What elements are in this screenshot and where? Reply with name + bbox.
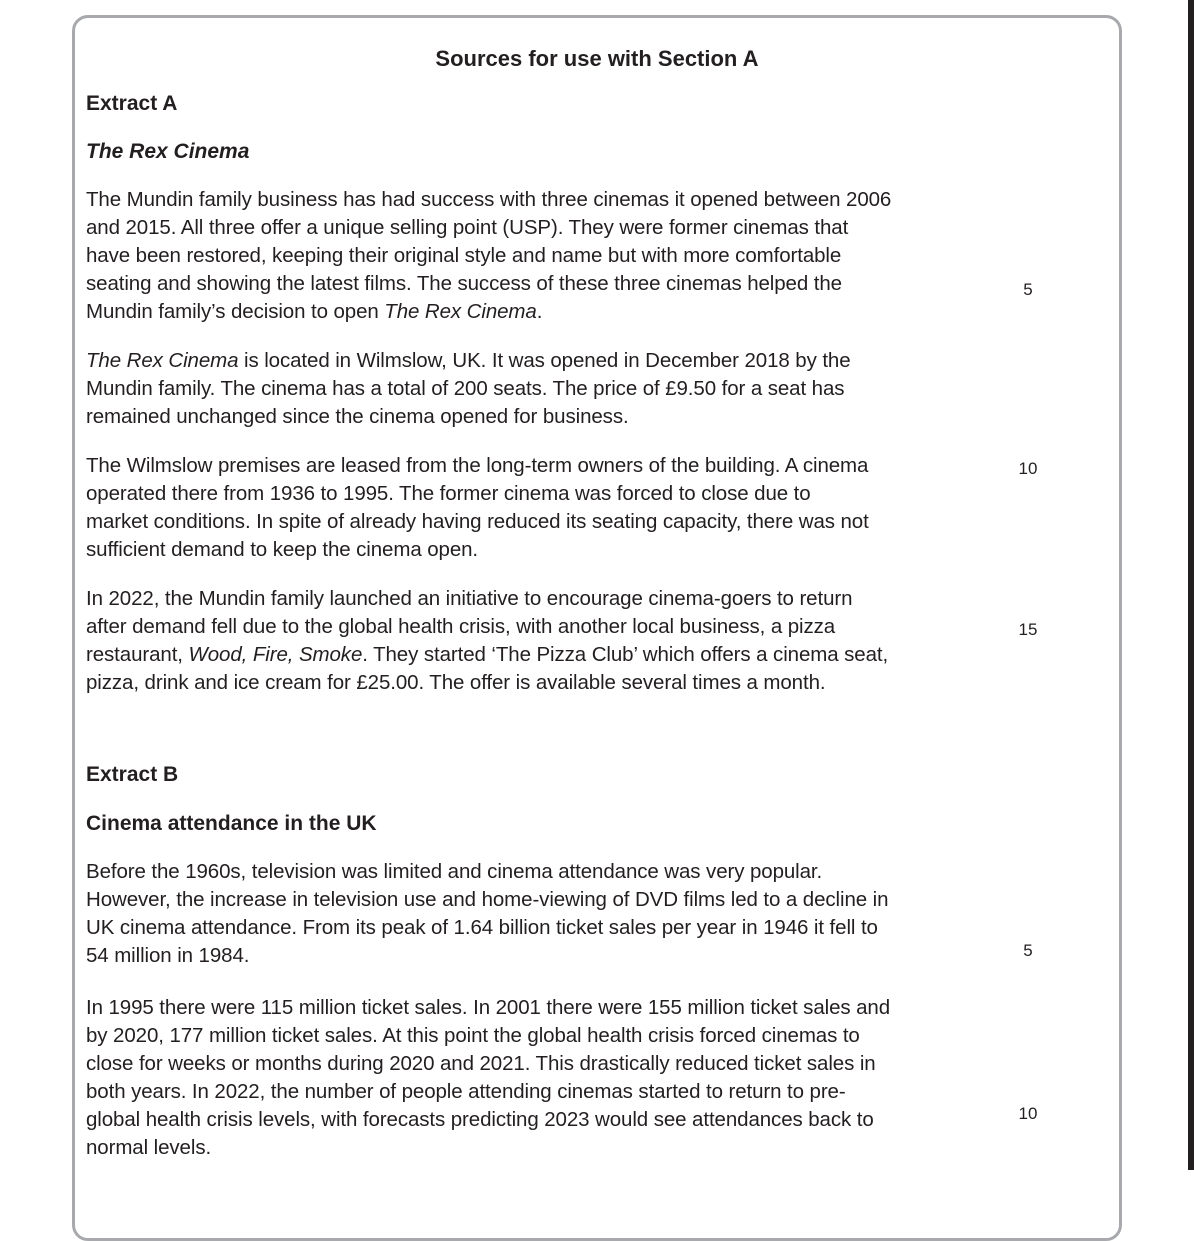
text-segment: after demand fell due to the global health crisis, with another local business, a pizza (86, 615, 836, 638)
text-segment: is located in Wilmslow, UK. It was opened in December 2018 by the (238, 349, 851, 372)
text-segment: close for weeks or months during 2020 and 2021. This drastically reduced ticket sales in (86, 1052, 876, 1075)
text-segment: The Mundin family business has had success with three cinemas it opened between 2006 (86, 188, 892, 211)
text-segment: have been restored, keeping their original style and name but with more comfortable (86, 244, 842, 267)
text-line (86, 347, 1026, 375)
line-number: 15 (1018, 620, 1038, 639)
paragraph (86, 858, 1026, 970)
italic-text: The Rex Cinema (86, 349, 239, 372)
text-line (86, 641, 1026, 669)
line-number: 10 (1018, 459, 1038, 478)
page-edge-bar (1188, 0, 1194, 1170)
extract-a-subheading: The Rex Cinema (86, 140, 250, 163)
text-line (86, 270, 1026, 298)
paragraph (86, 994, 1026, 1162)
text-line (86, 914, 1026, 942)
paragraph (86, 452, 1026, 564)
text-segment: normal levels. (86, 1136, 212, 1159)
text-segment: Mundin family’s decision to open (86, 300, 385, 323)
text-line (86, 536, 1026, 564)
text-line (86, 403, 1026, 431)
text-line (86, 994, 1026, 1022)
text-line (86, 214, 1026, 242)
line-number: 10 (1018, 1104, 1038, 1123)
text-line (86, 186, 1026, 214)
text-segment: market conditions. In spite of already having reduced its seating capacity, there was not (86, 510, 869, 533)
text-line (86, 1106, 1026, 1134)
text-line (86, 613, 1026, 641)
text-line (86, 1050, 1026, 1078)
line-number: 5 (1023, 941, 1033, 960)
text-segment: by 2020, 177 million ticket sales. At this point the global health crisis forced cinemas to (86, 1024, 860, 1047)
paragraph (86, 186, 1026, 326)
text-line (86, 1022, 1026, 1050)
text-segment: and 2015. All three offer a unique selling point (USP). They were former cinemas that (86, 216, 849, 239)
page-title: Sources for use with Section A (435, 46, 759, 71)
text-segment: operated there from 1936 to 1995. The former cinema was forced to close due to (86, 482, 811, 505)
paragraph (86, 347, 1026, 431)
text-segment: 54 million in 1984. (86, 944, 250, 967)
text-line (86, 508, 1026, 536)
text-segment: pizza, drink and ice cream for £25.00. The offer is available several times a month. (86, 671, 826, 694)
line-number: 5 (1023, 280, 1033, 299)
text-line (86, 452, 1026, 480)
text-line (86, 1078, 1026, 1106)
extract-a-heading: Extract A (86, 92, 178, 115)
text-line (86, 480, 1026, 508)
text-segment: . They started ‘The Pizza Club’ which offers a cinema seat, (362, 643, 889, 666)
extract-a-paragraphs (86, 186, 1026, 718)
text-segment: The Wilmslow premises are leased from the long-term owners of the building. A cinema (86, 454, 869, 477)
text-segment: Before the 1960s, television was limited and cinema attendance was very popular. (86, 860, 823, 883)
text-segment: both years. In 2022, the number of people attending cinemas started to return to pre- (86, 1080, 846, 1103)
text-segment: . (536, 300, 543, 323)
extract-b-heading: Extract B (86, 763, 179, 786)
paragraph (86, 585, 1026, 697)
text-line (86, 375, 1026, 403)
extract-b-paragraphs (86, 858, 1026, 1186)
text-segment: Mundin family. The cinema has a total of 200 seats. The price of £9.50 for a seat has (86, 377, 845, 400)
text-line (86, 585, 1026, 613)
text-line (86, 298, 1026, 326)
text-segment: seating and showing the latest films. The success of these three cinemas helped the (86, 272, 842, 295)
text-segment: UK cinema attendance. From its peak of 1.64 billion ticket sales per year in 1946 it fell to (86, 916, 878, 939)
text-line (86, 242, 1026, 270)
text-segment: In 1995 there were 115 million ticket sales. In 2001 there were 155 million ticket sales and (86, 996, 891, 1019)
text-segment: In 2022, the Mundin family launched an initiative to encourage cinema-goers to return (86, 587, 853, 610)
extract-b-subheading: Cinema attendance in the UK (86, 812, 377, 835)
text-line (86, 1134, 1026, 1162)
italic-text: Wood, Fire, Smoke (188, 643, 363, 666)
text-segment: restaurant, (86, 643, 189, 666)
text-segment: global health crisis levels, with forecasts predicting 2023 would see attendances back to (86, 1108, 874, 1131)
text-segment: However, the increase in television use and home-viewing of DVD films led to a decline in (86, 888, 889, 911)
italic-text: The Rex Cinema (384, 300, 537, 323)
text-line (86, 886, 1026, 914)
text-line (86, 858, 1026, 886)
text-segment: sufficient demand to keep the cinema open. (86, 538, 479, 561)
text-segment: remained unchanged since the cinema opened for business. (86, 405, 629, 428)
text-line (86, 942, 1026, 970)
text-line (86, 669, 1026, 697)
